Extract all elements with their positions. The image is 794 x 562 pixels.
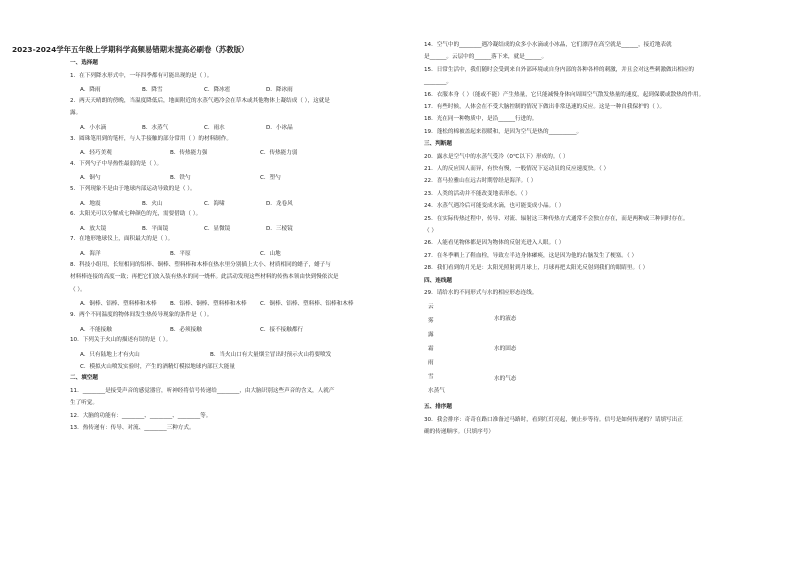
answer-option[interactable]: B．水蒸气 [142,125,169,131]
question-text: 8．科技小组用，长短相同的铝棒、铜棒、塑料棒和木棒在热水里分别插上大小、材质相同的蜡子，蜡子与 [70,261,331,268]
question-text: （ ）。 [70,286,86,293]
answer-option[interactable]: B．铝棒、铜棒、塑料棒和木棒 [170,301,247,308]
answer-option[interactable]: A．降雨 [80,87,101,94]
match-left-item[interactable]: 雪 [428,374,434,381]
answer-option[interactable]: C．降冰雹 [204,87,231,94]
question-text: 20．露水是空气中的水蒸气受冷（0℃以下）形成的。（ ） [424,153,569,160]
answer-options [80,224,328,232]
question-text: 22．喜马拉雅山在远古时期曾经是海洋。（ ） [424,178,537,185]
answer-option[interactable]: A．不能接触 [80,326,112,333]
match-right-item[interactable]: 水的液态 [494,316,517,323]
answer-option[interactable]: A．小水滴 [80,125,107,131]
match-left-item[interactable]: 水蒸气 [428,388,445,395]
answer-option[interactable]: C．显微镜 [204,225,231,232]
question-text: 7．在地形地球仪上，面积最大的是（ ）。 [70,236,174,243]
section-heading: 二、填空题 [70,375,98,381]
question-text: 5．下列现象不是由于地球内部运动导致的是（ ）。 [70,186,196,192]
answer-option[interactable]: C．塑勺 [260,175,281,182]
question-text: 10．下列关于火山的描述有误的是（ ）。 [70,337,172,344]
match-left-item[interactable]: 雨 [428,360,434,367]
question-text: 3．圆珠笔用到的笔杆，与人手接触的部分常用（ ）的材料制作。 [70,135,232,142]
answer-options [80,362,235,371]
question-text: 12．大脑的功能有：________、________、________等。 [70,412,212,419]
question-text: 26．人能看见物体都是因为物体的反射光进入人眼。（ ） [424,240,565,247]
answer-option[interactable]: C．山地 [260,251,281,257]
question-text: 14．空气中的________遇冷凝结成的众多小水滴或小冰晶，它们漂浮在高空就是______，接近地表就 [424,42,672,48]
answer-option[interactable]: D．三棱镜 [266,225,293,232]
answer-option[interactable]: B．平面镜 [142,225,169,232]
answer-option[interactable]: A．海洋 [80,251,101,257]
left-column [70,0,400,562]
question-text: 25．在实际传热过程中，传导、对流、辐射这三种传热方式通常不会独立存在，而是两种或三种同时存在。 [424,215,689,222]
answer-option[interactable]: A．地震 [80,200,101,207]
answer-option[interactable]: A．铜棒、铝棒、塑料棒和木棒 [80,301,157,308]
answer-option[interactable]: B．传热能力强 [170,150,208,157]
answer-options [80,123,328,131]
question-text: 15．日常生活中，我们随时会受到来自外部环境或自身内部的各种各样的刺激，并且会对这些刺激做出相应的 [424,66,695,73]
answer-option[interactable]: A．放大镜 [80,225,107,232]
question-text: 23．人类的活动并不能改变地表形态。（ ） [424,190,531,197]
question-text: 18．光在同一种物质中，是沿______行进的。 [424,116,538,123]
question-text: 16．衣服本身（ ）（能或不能）产生热量，它只能减慢身体向周围空气散发热量的速度，起到保暖或散热的作用。 [424,91,705,98]
question-text: 2．两天天晴朗的傍晚，当温度降低后，地面附近的水蒸气遇冷会在草木或其他物体上凝结成（ ），这就是 [70,97,330,104]
answer-options [80,249,350,257]
answer-option[interactable]: D．降冰雨 [266,87,293,94]
question-text: 27．在冬季晒上了鞋血栓，导致左半边身体瘫痪，这是因为他的右脑发生了梗塞。（ ） [424,252,638,259]
section-heading: 一、选择题 [70,60,98,66]
match-left-item[interactable]: 霜 [428,346,434,353]
answer-option[interactable]: B．平原 [170,251,191,257]
answer-options [80,173,350,181]
answer-options [80,299,354,308]
answer-option[interactable]: B．铁勺 [170,175,191,182]
match-left-item[interactable]: 雾 [428,318,434,325]
answer-options [80,148,350,156]
answer-options [80,325,350,333]
answer-option[interactable]: C．雨水 [204,125,225,131]
answer-options [80,199,328,207]
match-left-item[interactable]: 云 [428,304,434,311]
answer-option[interactable]: A．铜勺 [80,175,101,182]
question-text: 28．我们看到的月光是：太阳光照射到月球上，月球再把太阳光反射到我们的眼睛里。（ ） [424,265,649,272]
section-heading: 三、判断题 [424,141,452,148]
match-right-item[interactable]: 水的固态 [494,346,517,353]
question-text: 露。 [70,110,82,117]
answer-option[interactable]: D．小冰晶 [266,125,293,131]
answer-option[interactable]: D．龙卷风 [266,200,293,207]
question-text: 21．人的反应因人而异，有快有慢，一般情况下运动员的反应速度快。（ ） [424,166,610,172]
match-right-item[interactable]: 水的气态 [494,376,517,383]
page-title: 2023-2024学年五年级上学期科学高频易错期末提高必刷卷（苏教版） [12,45,249,54]
right-column [424,0,759,562]
question-text: ________。 [424,79,452,86]
question-text: 材料棒连接的高度一致；再把它们放入装有热水的同一烧杯。此活动发现这些材料的传热本领由快到慢依次是 [70,274,339,281]
answer-options [80,350,340,358]
question-text: 24．水蒸气遇冷后可能变成水滴，也可能变成小晶。（ ） [424,203,565,210]
question-text: 13．热传递有：传导、对流、________三种方式。 [70,425,195,432]
answer-option[interactable]: C．模拟火山喷发实验时，产生的酒精灯模拟地球内部巨大能量 [80,364,235,371]
answer-option[interactable]: B．必须接触 [170,326,202,333]
question-text: 4．下列勺子中导热性最弱的是（ ）。 [70,160,163,167]
question-text: 30．我会排序：奇奇在路口准备过马路时，看到红灯亮起，便止步等待。信号是如何传递的？请填写出正 [424,416,683,423]
question-text: 确的传递顺序。（只填序号） [424,429,494,436]
answer-option[interactable]: B．降雪 [142,87,163,94]
answer-option[interactable]: C．海啸 [204,200,225,207]
question-text: 19．蓬松的棉被盖起来很暖和，是因为空气是热的__________。 [424,128,583,135]
matching-block [424,302,624,395]
answer-option[interactable]: A．轻巧美观 [80,150,112,157]
question-text: （ ） [424,228,437,234]
question-text: 6．太阳光可以分解成七种颜色的光，需要借助（ ）。 [70,211,202,218]
question-text: 17．有些时候，人体会在不受大脑控制的情况下做出非常迅速的反应。这是一种自我保护的（ ）。 [424,104,666,110]
question-text: 1．在下列降水形式中，一年四季都有可能出现的是（ ）。 [70,72,213,79]
match-left-item[interactable]: 露 [428,332,434,339]
section-heading: 四、连线题 [424,277,452,284]
question-text: 是______。云层中的______落下来，就是______。 [424,54,548,61]
answer-option[interactable]: C．铜棒、铝棒、塑料棒、铝棒和木棒 [260,301,354,308]
question-text: 11．________是接受声音的感觉器官，听神经将信号传递给________，由大脑识别这些声音的含义，人就产 [70,387,335,394]
question-text: 生了听觉。 [70,400,98,407]
answer-option[interactable]: B．火山 [142,200,163,207]
answer-option[interactable]: C．接不接触都行 [260,326,304,333]
question-text: 9．两个不同温度的物体间发生热传导现象的条件是（ ）。 [70,312,213,318]
answer-options [80,85,328,93]
answer-option[interactable]: B．当火山口有大量烟尘冒出时预示火山将要喷发 [210,351,332,358]
question-text: 29．请给水的不同形式与水的相应形态连线。 [424,290,538,296]
answer-option[interactable]: A．只有陆地上才有火山 [80,351,140,358]
section-heading: 五、排序题 [424,404,452,411]
answer-option[interactable]: C．传热能力弱 [260,150,298,157]
